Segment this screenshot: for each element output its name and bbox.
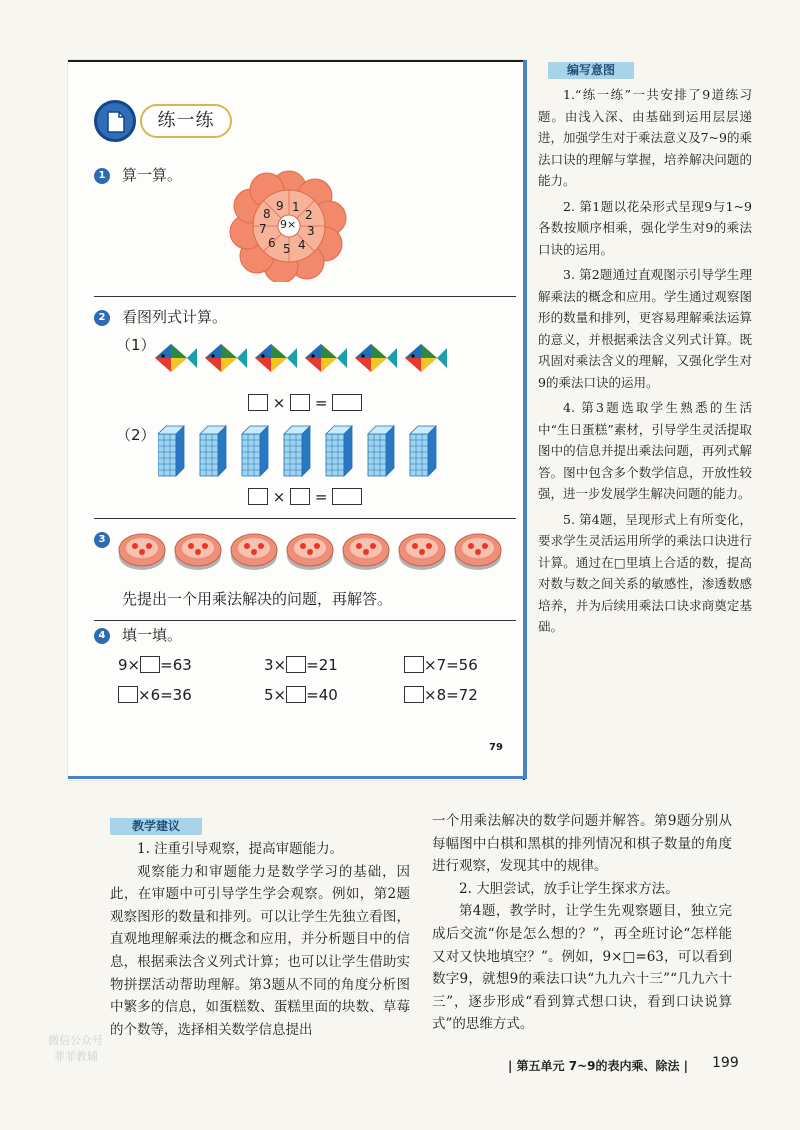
page-bottom-line: [68, 776, 527, 779]
question-2-prompt: 看图列式计算。: [122, 308, 228, 326]
notes-paragraph: 4. 第3题选取学生熟悉的生活中“生日蛋糕”素材，引导学生灵活提取图中的信息并提出乘法问题，再列式解答。图中包含多个数学信息，开放性较强，进一步发展学生解决问题的能力。: [538, 400, 752, 501]
answer-box[interactable]: [118, 686, 138, 703]
fish-row: [153, 338, 453, 380]
q4-equation: 5× =40: [264, 686, 338, 704]
suggestion-paragraph: 一个用乘法解决的数学问题并解答。第9题分别从每幅图中白棋和黑棋的排列情况和棋子数量的角度进行观察，发现其中的规律。: [432, 813, 732, 875]
petal-number: 7: [259, 222, 267, 236]
q4-equation: 9× =63: [118, 656, 192, 674]
petal-number: 1: [292, 200, 300, 214]
question-4-number: 4: [94, 628, 110, 644]
answer-box[interactable]: [404, 686, 424, 703]
answer-box[interactable]: [332, 394, 362, 411]
document-icon: [94, 100, 136, 142]
cake-row: [118, 526, 508, 574]
flower-diagram: [227, 170, 351, 282]
q4-equation: 3× =21: [264, 656, 338, 674]
fish-mark: [405, 344, 447, 372]
petal-number: 2: [305, 208, 313, 222]
divider: [94, 620, 516, 621]
watermark-line: 微信公众号: [48, 1034, 103, 1047]
answer-box[interactable]: [290, 394, 310, 411]
block-row: [158, 424, 458, 478]
fish-mark: [355, 344, 397, 372]
q4-equation: ×8=72: [404, 686, 478, 704]
flower-center-label: 9×: [280, 218, 297, 231]
section-title: 练一练: [140, 104, 232, 138]
question-2-number: 2: [94, 310, 110, 326]
q2-equation-1: × =: [248, 394, 362, 412]
block-mark: [242, 426, 268, 476]
question-2-part-2-label: （2）: [116, 426, 156, 444]
watermark-line: 菲菲教辅: [54, 1050, 98, 1063]
cake-mark: [175, 534, 221, 570]
suggestions-heading: 教学建议: [110, 818, 202, 835]
suggestion-point: 1. 注重引导观察，提高审题能力。: [137, 841, 344, 857]
cake-mark: [343, 534, 389, 570]
answer-box[interactable]: [286, 656, 306, 673]
block-mark: [368, 426, 394, 476]
notes-paragraph: 5. 第4题，呈现形式上有所变化，要求学生灵活运用所学的乘法口诀进行计算。通过在□里填上合适的数，提高对数与数之间关系的敏感性，渗透数感培养，并为后续用乘法口诀求商奠定基础。: [538, 511, 752, 634]
divider: [94, 518, 516, 519]
notes-heading: 编写意图: [548, 62, 634, 79]
block-mark: [410, 426, 436, 476]
answer-box[interactable]: [140, 656, 160, 673]
question-4-prompt: 填一填。: [122, 626, 183, 644]
suggestions-left-column: [110, 838, 410, 1041]
petal-number: 5: [283, 242, 291, 256]
question-3-prompt: 先提出一个用乘法解决的问题，再解答。: [122, 590, 393, 608]
notes-paragraph: 1.“练一练”一共安排了9道练习题。由浅入深、由基础到运用层层递进，加强学生对于乘法意义及7~9的乘法口诀的理解与掌握，培养解决问题的能力。: [538, 87, 752, 188]
petal-number: 4: [298, 238, 306, 252]
suggestions-right-column: [432, 810, 732, 1036]
petal-number: 9: [276, 199, 284, 213]
fish-mark: [305, 344, 347, 372]
cake-mark: [231, 534, 277, 570]
question-2-part-1-label: （1）: [116, 336, 156, 354]
petal-number: 6: [268, 236, 276, 250]
cake-mark: [455, 534, 501, 570]
block-mark: [284, 426, 310, 476]
question-1-prompt: 算一算。: [122, 166, 183, 184]
suggestion-point: 2. 大胆尝试，放手让学生探求方法。: [459, 880, 679, 897]
fish-mark: [255, 344, 297, 372]
footer-page-number: 199: [712, 1055, 739, 1071]
cake-mark: [287, 534, 333, 570]
cake-mark: [399, 534, 445, 570]
suggestion-paragraph: 第4题，教学时，让学生先观察题目，独立完成后交流“你是怎么想的？”，再全班讨论“怎样能又对又快地填空？”。例如，9×□=63，可以看到数字9，就想9的乘法口诀“九九六十三”“几九六十三”，逐步形成“看到算式想口诀，看到口诀说算式”的思维方式。: [432, 903, 732, 1033]
book-page-number: 79: [489, 742, 503, 753]
fish-mark: [205, 344, 247, 372]
answer-box[interactable]: [404, 656, 424, 673]
suggestion-paragraph: 观察能力和审题能力是数学学习的基础，因此，在审题中可引导学生学会观察。例如，第2题观察图形的数量和排列。可以让学生先独立看图，直观地理解乘法的概念和应用，并分析题目中的信息，根据乘法含义列式计算；也可以让学生借助实物拼摆活动帮助理解。第3题从不同的角度分析图中繁多的信息，如蛋糕数、蛋糕里面的块数、草莓的个数等，选择相关数学信息提出: [110, 863, 410, 1038]
petal-number: 3: [307, 224, 315, 238]
question-3-number: 3: [94, 532, 110, 548]
answer-box[interactable]: [248, 488, 268, 505]
page-edge-line: [523, 60, 527, 778]
answer-box[interactable]: [286, 686, 306, 703]
notes-paragraph: 2. 第1题以花朵形式呈现9与1~9各数按顺序相乘，强化学生对9的乘法口诀的运用。: [538, 198, 752, 257]
notes-column: [538, 84, 752, 642]
q2-equation-2: × =: [248, 488, 362, 506]
q4-equation: ×7=56: [404, 656, 478, 674]
footer-unit-label: | 第五单元 7~9的表内乘、除法 |: [508, 1059, 689, 1073]
answer-box[interactable]: [290, 488, 310, 505]
question-1-number: 1: [94, 168, 110, 184]
cake-mark: [119, 534, 165, 570]
block-mark: [158, 426, 184, 476]
block-mark: [326, 426, 352, 476]
block-mark: [200, 426, 226, 476]
answer-box[interactable]: [332, 488, 362, 505]
petal-number: 8: [263, 207, 271, 221]
fish-mark: [155, 344, 197, 372]
watermark: [18, 1033, 128, 1085]
answer-box[interactable]: [248, 394, 268, 411]
q4-equation: ×6=36: [118, 686, 192, 704]
notes-paragraph: 3. 第2题通过直观图示引导学生理解乘法的概念和应用。学生通过观察图形的数量和排列，更容易理解乘法运算的意义，并根据乘法含义列式计算。既巩固对乘法含义的理解，又强化学生对9的乘法口诀的运用。: [538, 267, 752, 390]
divider: [94, 296, 516, 297]
